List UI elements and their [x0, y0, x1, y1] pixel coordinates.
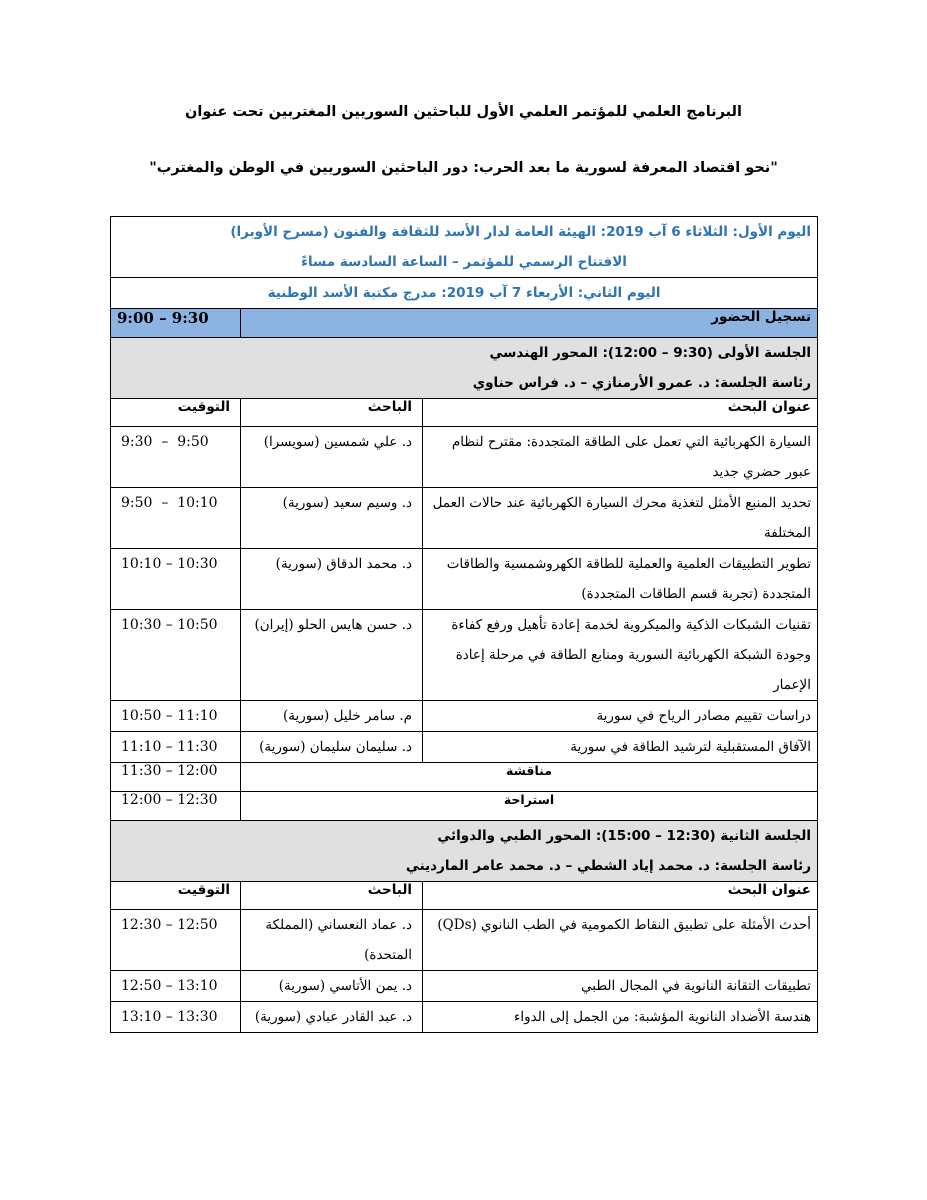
discussion-row	[111, 763, 818, 792]
column-researcher-header: الباحث	[241, 399, 423, 427]
column-title-header: عنوان البحث	[423, 882, 818, 910]
day1-row	[111, 217, 818, 278]
break-time: 12:00 – 12:30	[111, 792, 241, 821]
discussion-label: مناقشة	[241, 763, 818, 792]
session1-chairs: رئاسة الجلسة: د. عمرو الأرمنازي – د. فراس حناوي	[472, 375, 812, 391]
break-row	[111, 792, 818, 821]
column-title-header: عنوان البحث	[423, 399, 818, 427]
table-row	[111, 910, 818, 971]
registration-row	[111, 309, 818, 338]
day2-row	[111, 278, 818, 309]
day1-opening: الافتتاح الرسمي للمؤتمر – الساعة السادسة مساءً	[301, 254, 627, 270]
table-row	[111, 1002, 818, 1033]
paper-time: 11:10 – 11:30	[111, 732, 241, 763]
paper-researcher: د. يمن الأتاسي (سورية)	[241, 971, 423, 1002]
program-title-line-1: البرنامج العلمي للمؤتمر العلمي الأول للباحثين السوريين المغتربين تحت عنوان	[185, 104, 742, 120]
paper-researcher: د. عبد القادر عبادي (سورية)	[241, 1002, 423, 1033]
paper-time: 10:10 – 10:30	[111, 549, 241, 610]
paper-title: تطوير التطبيقات العلمية والعملية للطاقة الكهروشمسية والطاقات المتجددة (تجربة قسم الطاقات المتجددة)	[423, 549, 818, 610]
column-time-header: التوقيت	[111, 882, 241, 910]
paper-researcher: د. علي شمسين (سويسرا)	[241, 427, 423, 488]
paper-researcher: د. وسيم سعيد (سورية)	[241, 488, 423, 549]
paper-time: 9:30 – 9:50	[111, 427, 241, 488]
table-row	[111, 732, 818, 763]
session1-heading: الجلسة الأولى (9:30 – 12:00): المحور الهندسي	[489, 345, 812, 361]
discussion-time: 11:30 – 12:00	[111, 763, 241, 792]
table-row	[111, 701, 818, 732]
table-row	[111, 971, 818, 1002]
paper-time: 9:50 – 10:10	[111, 488, 241, 549]
session2-header-row	[111, 821, 818, 882]
paper-time: 12:30 – 12:50	[111, 910, 241, 971]
column-researcher-header: الباحث	[241, 882, 423, 910]
session1-header-row	[111, 338, 818, 399]
registration-time: 9:00 – 9:30	[111, 309, 241, 338]
paper-title: الآفاق المستقبلية لترشيد الطاقة في سورية	[423, 732, 818, 763]
program-title-line-2: "نحو اقتصاد المعرفة لسورية ما بعد الحرب: دور الباحثين السوريين في الوطن والمغترب"	[149, 160, 778, 176]
paper-time: 10:50 – 11:10	[111, 701, 241, 732]
paper-researcher: د. عماد النعساني (المملكة المتحدة)	[241, 910, 423, 971]
table-row	[111, 488, 818, 549]
table-row	[111, 549, 818, 610]
day1-heading: اليوم الأول: الثلاثاء 6 آب 2019: الهيئة العامة لدار الأسد للثقافة والفنون (مسرح الأوبرا)	[230, 224, 812, 240]
paper-title: أحدث الأمثلة على تطبيق النقاط الكمومية في الطب النانوي (QDs)	[423, 910, 818, 971]
paper-researcher: م. سامر خليل (سورية)	[241, 701, 423, 732]
paper-title: دراسات تقييم مصادر الرياح في سورية	[423, 701, 818, 732]
table-row	[111, 610, 818, 701]
paper-title: تطبيقات التقانة النانوية في المجال الطبي	[423, 971, 818, 1002]
session2-heading: الجلسة الثانية (12:30 – 15:00): المحور الطبي والدوائي	[437, 828, 812, 844]
paper-time: 12:50 – 13:10	[111, 971, 241, 1002]
session2-columns-row	[111, 882, 818, 910]
paper-title: تحديد المنبع الأمثل لتغذية محرك السيارة الكهربائية عند حالات العمل المختلفة	[423, 488, 818, 549]
day2-heading: اليوم الثاني: الأربعاء 7 آب 2019: مدرج مكتبة الأسد الوطنية	[267, 285, 661, 301]
paper-time: 10:30 – 10:50	[111, 610, 241, 701]
paper-researcher: د. محمد الدقاق (سورية)	[241, 549, 423, 610]
paper-title: هندسة الأضداد النانوية المؤشبة: من الجمل إلى الدواء	[423, 1002, 818, 1033]
paper-researcher: د. سليمان سليمان (سورية)	[241, 732, 423, 763]
program-table	[110, 216, 818, 1033]
session2-chairs: رئاسة الجلسة: د. محمد إياد الشطي – د. محمد عامر المارديني	[405, 858, 812, 874]
table-row	[111, 427, 818, 488]
registration-label: تسجيل الحضور	[241, 309, 818, 338]
session1-columns-row	[111, 399, 818, 427]
column-time-header: التوقيت	[111, 399, 241, 427]
paper-researcher: د. حسن هايس الحلو (إيران)	[241, 610, 423, 701]
paper-title: السيارة الكهربائية التي تعمل على الطاقة المتجددة: مقترح لنظام عبور حضري جديد	[423, 427, 818, 488]
break-label: استراحة	[241, 792, 818, 821]
paper-title: تقنيات الشبكات الذكية والميكروية لخدمة إعادة تأهيل ورفع كفاءة وجودة الشبكة الكهربائية السورية ومنابع الطاقة في مرحلة إعادة الإعمار	[423, 610, 818, 701]
paper-time: 13:10 – 13:30	[111, 1002, 241, 1033]
